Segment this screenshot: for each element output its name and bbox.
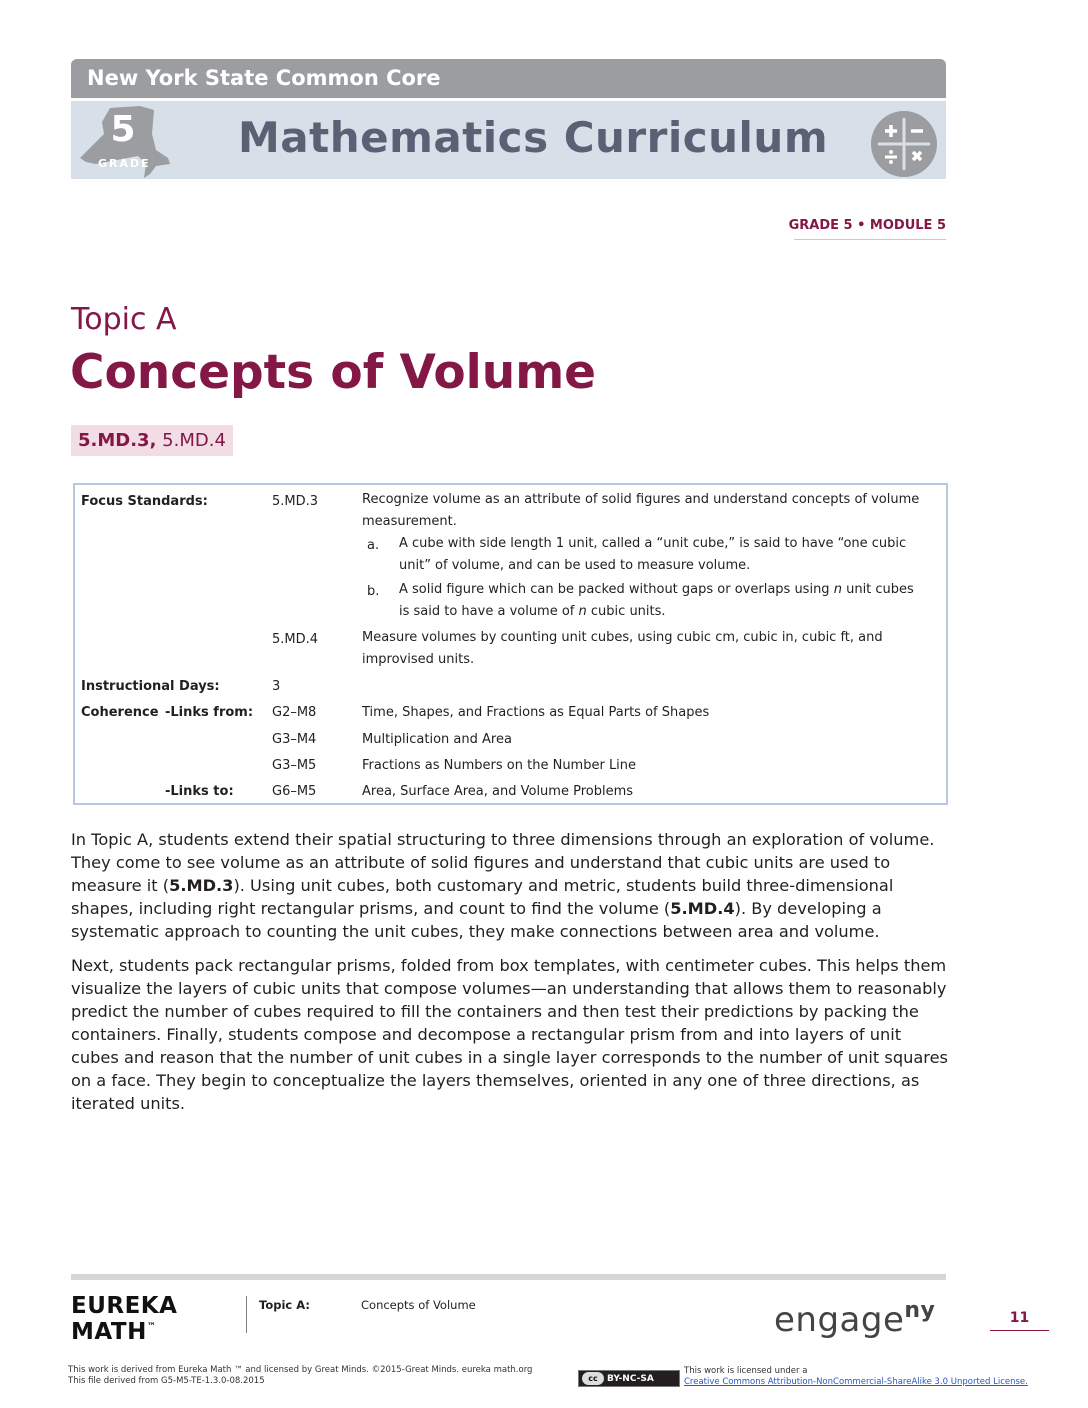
- link-title: Fractions as Numbers on the Number Line: [362, 758, 637, 773]
- standard-primary: 5.MD.3,: [78, 430, 157, 451]
- link-code: G2–M8: [272, 705, 317, 720]
- standard-description: Recognize volume as an attribute of solid figures and understand concepts of volume measurement.: [362, 492, 920, 529]
- sub-item-letter: a.: [367, 538, 380, 553]
- module-label: GRADE 5 • MODULE 5: [788, 218, 946, 233]
- footer-divider: [246, 1296, 247, 1333]
- math-operations-icon: [871, 111, 937, 177]
- focus-standards-label: Focus Standards:: [81, 494, 208, 509]
- standard-description: Measure volumes by counting unit cubes, using cubic cm, cubic in, cubic ft, and improvised units.: [362, 630, 883, 667]
- instructional-days-label: Instructional Days:: [81, 679, 220, 694]
- body-paragraph-1: In Topic A, students extend their spatial structuring to three dimensions through an exploration of volume. They come to see volume as an attribute of solid figures and understand that cubic units are used to measure it (5.MD.3). Using unit cubes, both customary and metric, students build three-dimensional shapes, including right rectangular prisms, and count to find the volume (5.MD.4). By developing a systematic approach to counting the unit cubes, they make connections between area and volume.: [71, 830, 935, 941]
- sub-item-letter: b.: [367, 584, 380, 599]
- coherence-label: Coherence: [81, 705, 159, 720]
- license-link[interactable]: Creative Commons Attribution-NonCommercial-ShareAlike 3.0 Unported License.: [684, 1376, 1028, 1387]
- link-code: G3–M5: [272, 758, 317, 773]
- link-title: Multiplication and Area: [362, 732, 512, 747]
- eureka-math-logo: EUREKA MATH™: [71, 1293, 178, 1345]
- engageny-logo: engage$^{ny}$: [774, 1298, 936, 1340]
- grade-word: GRADE: [98, 157, 151, 170]
- standards-tag: [71, 425, 233, 456]
- page-number: 11: [1009, 1310, 1030, 1326]
- standard-code: 5.MD.3: [272, 494, 319, 509]
- standards-table: [73, 483, 948, 805]
- derived-notice: This work is derived from Eureka Math ™ and licensed by Great Minds. ©2015-Great Minds. eureka math.org This file derived from G5-M5-TE-1.3.0-08.2015: [68, 1365, 533, 1386]
- cc-icon: cc: [582, 1372, 604, 1385]
- module-rule: [794, 239, 946, 240]
- footer-topic-label: Topic A:: [259, 1298, 310, 1312]
- curriculum-title: Mathematics Curriculum: [238, 113, 829, 162]
- header-banner: New York State Common Core: [71, 59, 946, 98]
- footer-rule: [71, 1274, 946, 1280]
- instructional-days-value: 3: [272, 679, 281, 694]
- links-from-label: -Links from:: [165, 705, 254, 720]
- creative-commons-badge: cc BY-NC-SA: [578, 1370, 680, 1387]
- topic-label: Topic A: [71, 302, 177, 337]
- sub-item-text: A cube with side length 1 unit, called a “unit cube,” is said to have “one cubic unit” of volume, and can be used to measure volume.: [399, 536, 907, 573]
- grade-number: 5: [110, 109, 136, 150]
- link-title: Time, Shapes, and Fractions as Equal Parts of Shapes: [362, 705, 710, 720]
- license-notice: This work is licensed under a Creative Commons Attribution-NonCommercial-ShareAlike 3.0 Unported License.: [684, 1366, 1028, 1387]
- links-to-label: -Links to:: [165, 784, 234, 799]
- link-code: G3–M4: [272, 732, 317, 747]
- link-code: G6–M5: [272, 784, 317, 799]
- standard-code: 5.MD.4: [272, 632, 319, 647]
- sub-item-text: A solid figure which can be packed without gaps or overlaps using n unit cubes is said to have a volume of n cubic units.: [399, 582, 914, 619]
- topic-title: Concepts of Volume: [70, 345, 597, 400]
- footer-topic-name: Concepts of Volume: [361, 1298, 476, 1312]
- standard-secondary: 5.MD.4: [162, 430, 226, 451]
- body-paragraph-2: Next, students pack rectangular prisms, folded from box templates, with centimeter cubes. This helps them visualize the layers of cubic units that compose volumes—an understanding that allows them to reasonably predict the number of cubes required to fill the containers and then test their predictions by packing the containers. Finally, students compose and decompose a rectangular prism from and into layers of unit cubes and reason that the number of unit cubes in a single layer corresponds to the number of unit squares on a face. They begin to conceptualize the layers themselves, oriented in any one of three directions, as iterated units.: [71, 956, 948, 1113]
- page-number-rule: [990, 1330, 1049, 1331]
- link-title: Area, Surface Area, and Volume Problems: [362, 784, 634, 799]
